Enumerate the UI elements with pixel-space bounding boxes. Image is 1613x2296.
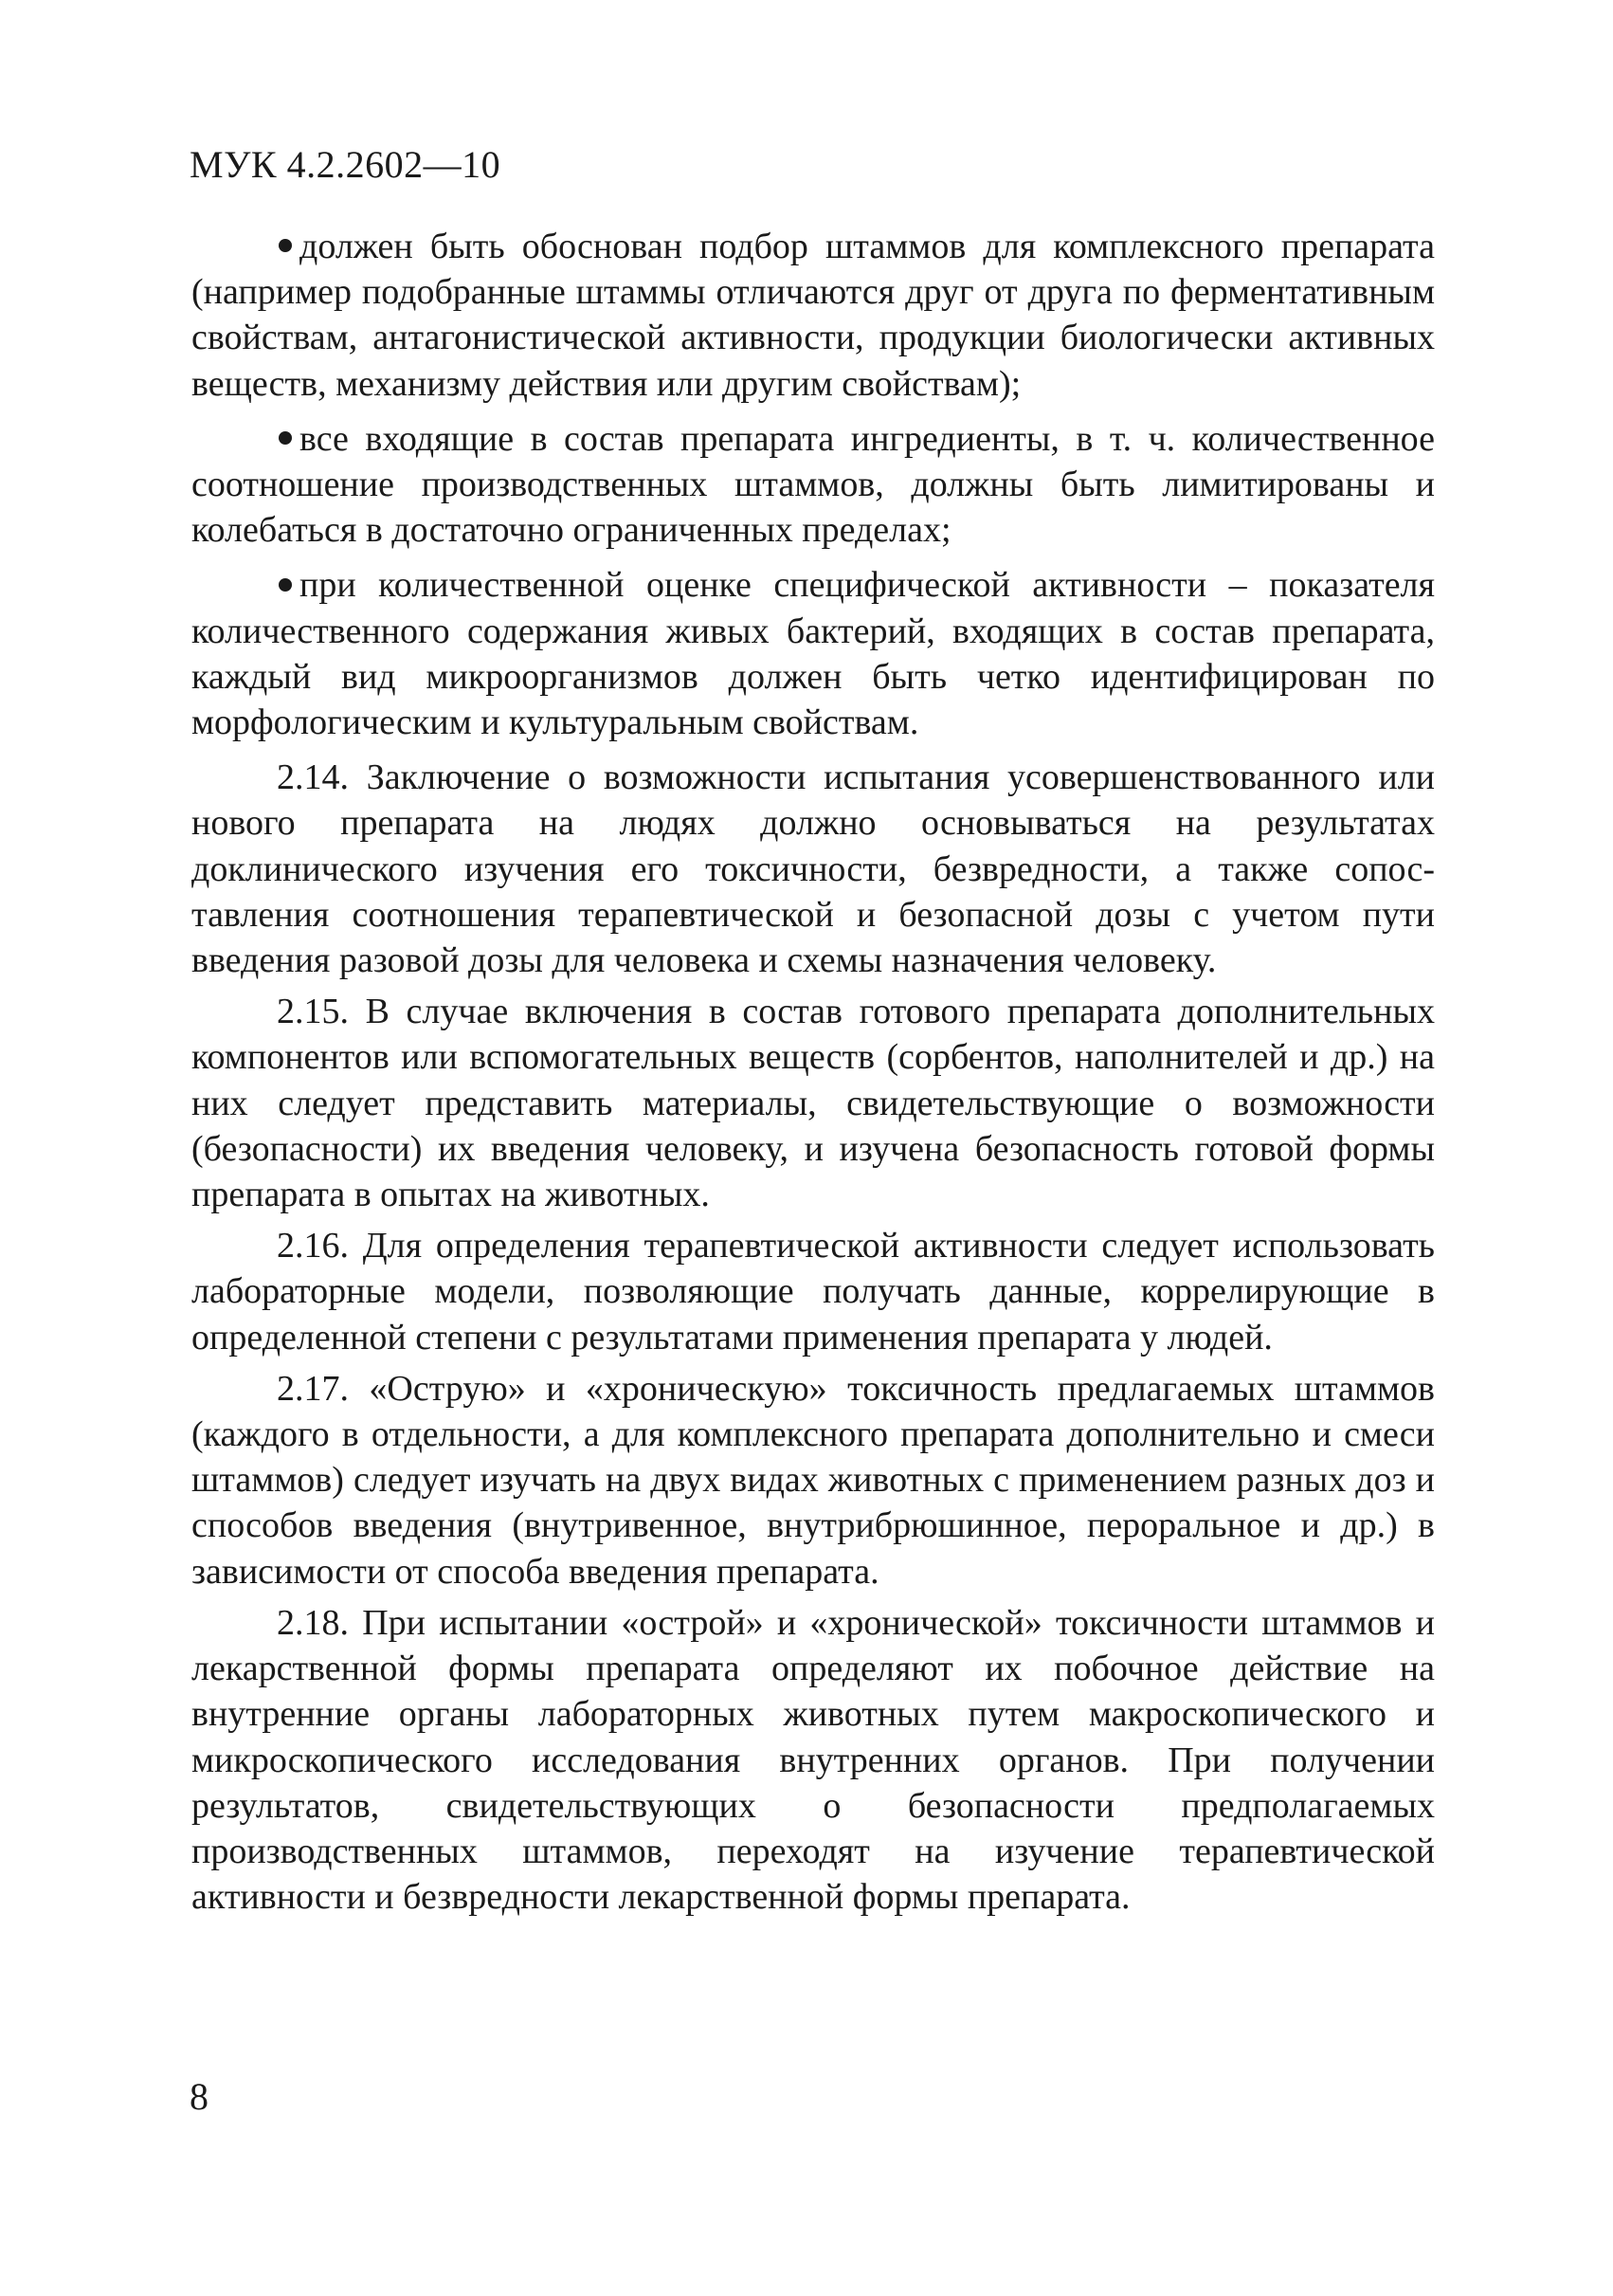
document-code-header: МУК 4.2.2602—10 [190,143,501,186]
section-paragraph-2-15: 2.15. В случае включения в состав готового препарата дополнительных компонентов или вспомогательных веществ (сорбентов, наполнителей и др.) на них следует представить материалы, свидетельствующие о возможности (безопасности) их введения человеку, и изучена безопасность готовой формы препарата в опытах на животных. [191,992,1435,1215]
bullet-text: при количественной оценке специфической активности – показателя количественного содержания живых бактерий, входящих в состав препарата, каждый вид микроорганизмов должен быть четко идентифицирован по морфологическим и культуральным свойствам. [191,565,1435,743]
page-number: 8 [190,2075,208,2118]
section-paragraph-2-18: 2.18. При испытании «острой» и «хронической» токсичности штаммов и лекарственной формы препарата определяют их побочное действие на внутренние органы лабораторных животных путем макроскопического и микроскопического исследования внутренних органов. При получении результатов, свидетельствующих о безопасности предполагаемых производственных штаммов, переходят на изучение терапевтической активности и безвредности лекарственной формы препарата. [191,1602,1435,1918]
bullet-paragraph [191,562,1435,745]
section-paragraph-2-14: 2.14. Заключение о возможности испытания усовершенствованного или нового препарата на людях должно основываться на результатах доклинического изучения его токсичности, безвредности, а также сопоставления соотношения терапевтической и безопасной дозы с учетом пути введения разовой дозы для человека и схемы назначения человеку. [191,757,1435,981]
bullet-icon [279,578,292,592]
bullet-text: все входящие в состав препарата ингредиенты, в т. ч. количественное соотношение производственных штаммов, должны быть лимитированы и колебаться в достаточно ограниченных пределах; [191,418,1435,551]
bullet-paragraph [191,416,1435,554]
document-body [191,224,1435,1925]
section-paragraph-2-16: 2.16. Для определения терапевтической активности следует использовать лабораторные модели, позволяющие получать данные, коррелирующие в определенной степени с результатами применения препарата у людей. [191,1226,1435,1358]
bullet-paragraph [191,224,1435,407]
bullet-icon [279,239,292,252]
bullet-text: должен быть обоснован подбор штаммов для комплексного препарата (например подобранные штаммы отличаются друг от друга по ферментативным свойствам, антагонистической активности, продукции биологически активных веществ, механизму действия или другим свойствам); [191,227,1435,404]
section-paragraph-2-17: 2.17. «Острую» и «хроническую» токсичность предлагаемых штаммов (каждого в отдельности, а для комплексного препарата дополнительно и смеси штаммов) следует изучать на двух видах животных с применением разных доз и способов введения (внутривенное, внутрибрюшинное, пероральное и др.) в зависимости от способа введения препарата. [191,1368,1435,1592]
bullet-icon [279,431,292,445]
